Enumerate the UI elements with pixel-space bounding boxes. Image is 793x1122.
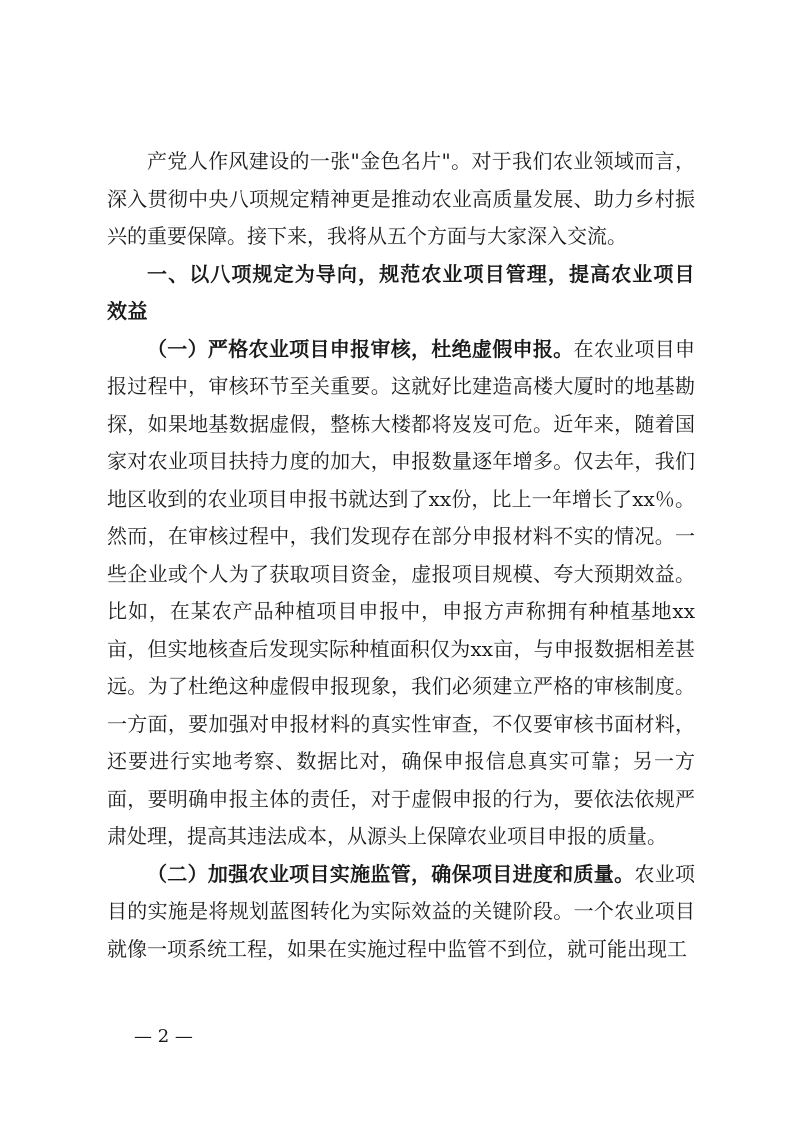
subsection-1: [107, 331, 695, 856]
subsection-2-title: （二）加强农业项目实施监管，确保项目进度和质量。: [147, 861, 635, 886]
subsection-1-body: 在农业项目申报过程中，审核环节至关重要。这就好比建造高楼大厦时的地基勘探，如果地基数据虚假，整栋大楼都将岌岌可危。近年来，随着国家对农业项目扶持力度的加大，申报数量逐年增多。仅去年，我们地区收到的农业项目申报书就达到了xx份，比上一年增长了xx％。然而，在审核过程中，我们发现存在部分申报材料不实的情况。一些企业或个人为了获取项目资金，虚报项目规模、夸大预期效益。比如，在某农产品种植项目申报中，申报方声称拥有种植基地xx亩，但实地核查后发现实际种植面积仅为xx亩，与申报数据相差甚远。为了杜绝这种虚假申报现象，我们必须建立严格的审核制度。一方面，要加强对申报材料的真实性审查，不仅要审核书面材料，还要进行实地考察、数据比对，确保申报信息真实可靠；另一方面，要明确申报主体的责任，对于虚假申报的行为，要依法依规严肃处理，提高其违法成本，从源头上保障农业项目申报的质量。: [107, 336, 696, 848]
subsection-2: [107, 856, 695, 969]
subsection-1-title: （一）严格农业项目申报审核，杜绝虚假申报。: [147, 336, 574, 361]
paragraph-intro: 产党人作风建设的一张"金色名片"。对于我们农业领域而言，深入贯彻中央八项规定精神更是推动农业高质量发展、助力乡村振兴的重要保障。接下来，我将从五个方面与大家深入交流。: [107, 149, 695, 248]
subsection-2-body: 农业项目的实施是将规划蓝图转化为实际效益的关键阶段。一个农业项目就像一项系统工程，如果在实施过程中监管不到位，就可能出现工: [107, 861, 696, 961]
body-text: [107, 143, 695, 968]
page-number: — 2 —: [134, 1026, 193, 1047]
section-heading: 一、以八项规定为导向，规范农业项目管理，提高农业项目效益: [107, 261, 695, 323]
